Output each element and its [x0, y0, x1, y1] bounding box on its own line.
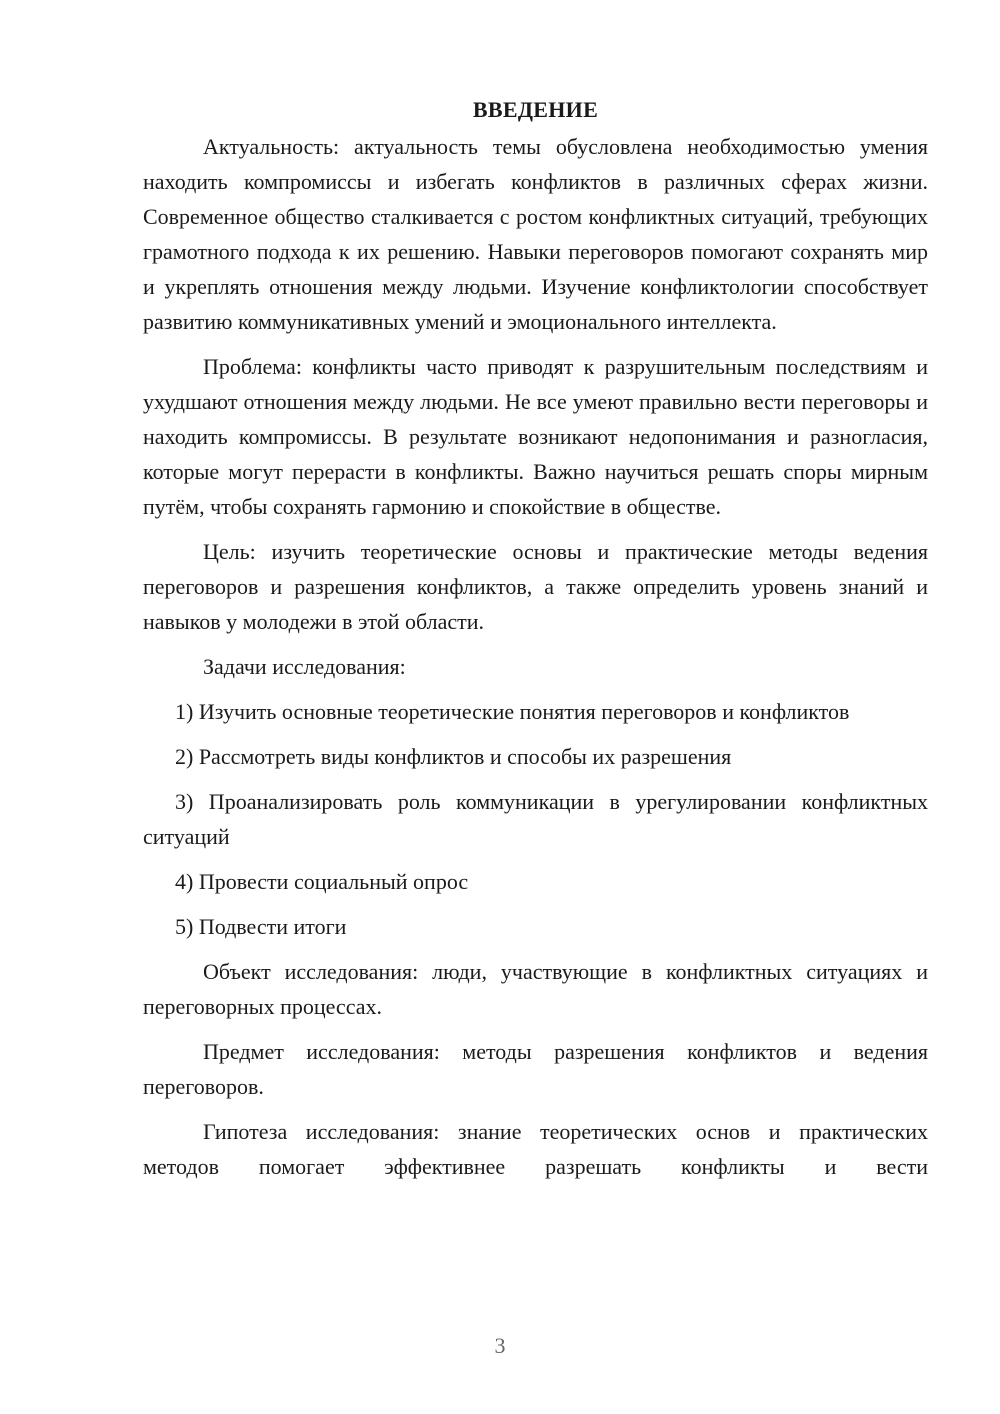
task-item-5: 5) Подвести итоги [175, 914, 347, 939]
tasks-heading: Задачи исследования: [203, 654, 406, 679]
paragraph-problem: Проблема: конфликты часто приводят к разрушительным последствиям и ухудшают отношения между людьми. Не все умеют правильно вести переговоры и находить компромиссы. В результате возникают недопонимания и разногласия, которые могут перерасти в конфликты. Важно научиться решать споры мирным путём, чтобы сохранять гармонию и спокойствие в обществе. [143, 354, 928, 519]
page-number: 3 [494, 1333, 506, 1358]
paragraph-goal: Цель: изучить теоретические основы и практические методы ведения переговоров и разрешения конфликтов, а также определить уровень знаний и навыков у молодежи в этой области. [143, 539, 928, 634]
task-item-3: 3) Проанализировать роль коммуникации в урегулировании конфликтных ситуаций [143, 789, 928, 849]
task-item-2: 2) Рассмотреть виды конфликтов и способы их разрешения [175, 744, 732, 769]
paragraph-subject: Предмет исследования: методы разрешения конфликтов и ведения переговоров. [143, 1039, 928, 1099]
paragraph-relevance: Актуальность: актуальность темы обусловлена необходимостью умения находить компромиссы и избегать конфликтов в различных сферах жизни. Современное общество сталкивается с ростом конфликтных ситуаций, требующих грамотного подхода к их решению. Навыки переговоров помогают сохранять мир и укреплять отношения между людьми. Изучение конфликтологии способствует развитию коммуникативных умений и эмоционального интеллекта. [143, 134, 928, 334]
paragraph-object: Объект исследования: люди, участвующие в конфликтных ситуациях и переговорных процессах. [143, 959, 928, 1019]
paragraph-hypothesis: Гипотеза исследования: знание теоретических основ и практических методов помогает эффективнее разрешать конфликты и вести [143, 1119, 928, 1179]
document-page [143, 92, 928, 1194]
task-item-4: 4) Провести социальный опрос [175, 869, 469, 894]
task-item-1: 1) Изучить основные теоретические понятия переговоров и конфликтов [175, 699, 850, 724]
page-title: ВВЕДЕНИЕ [472, 97, 599, 122]
